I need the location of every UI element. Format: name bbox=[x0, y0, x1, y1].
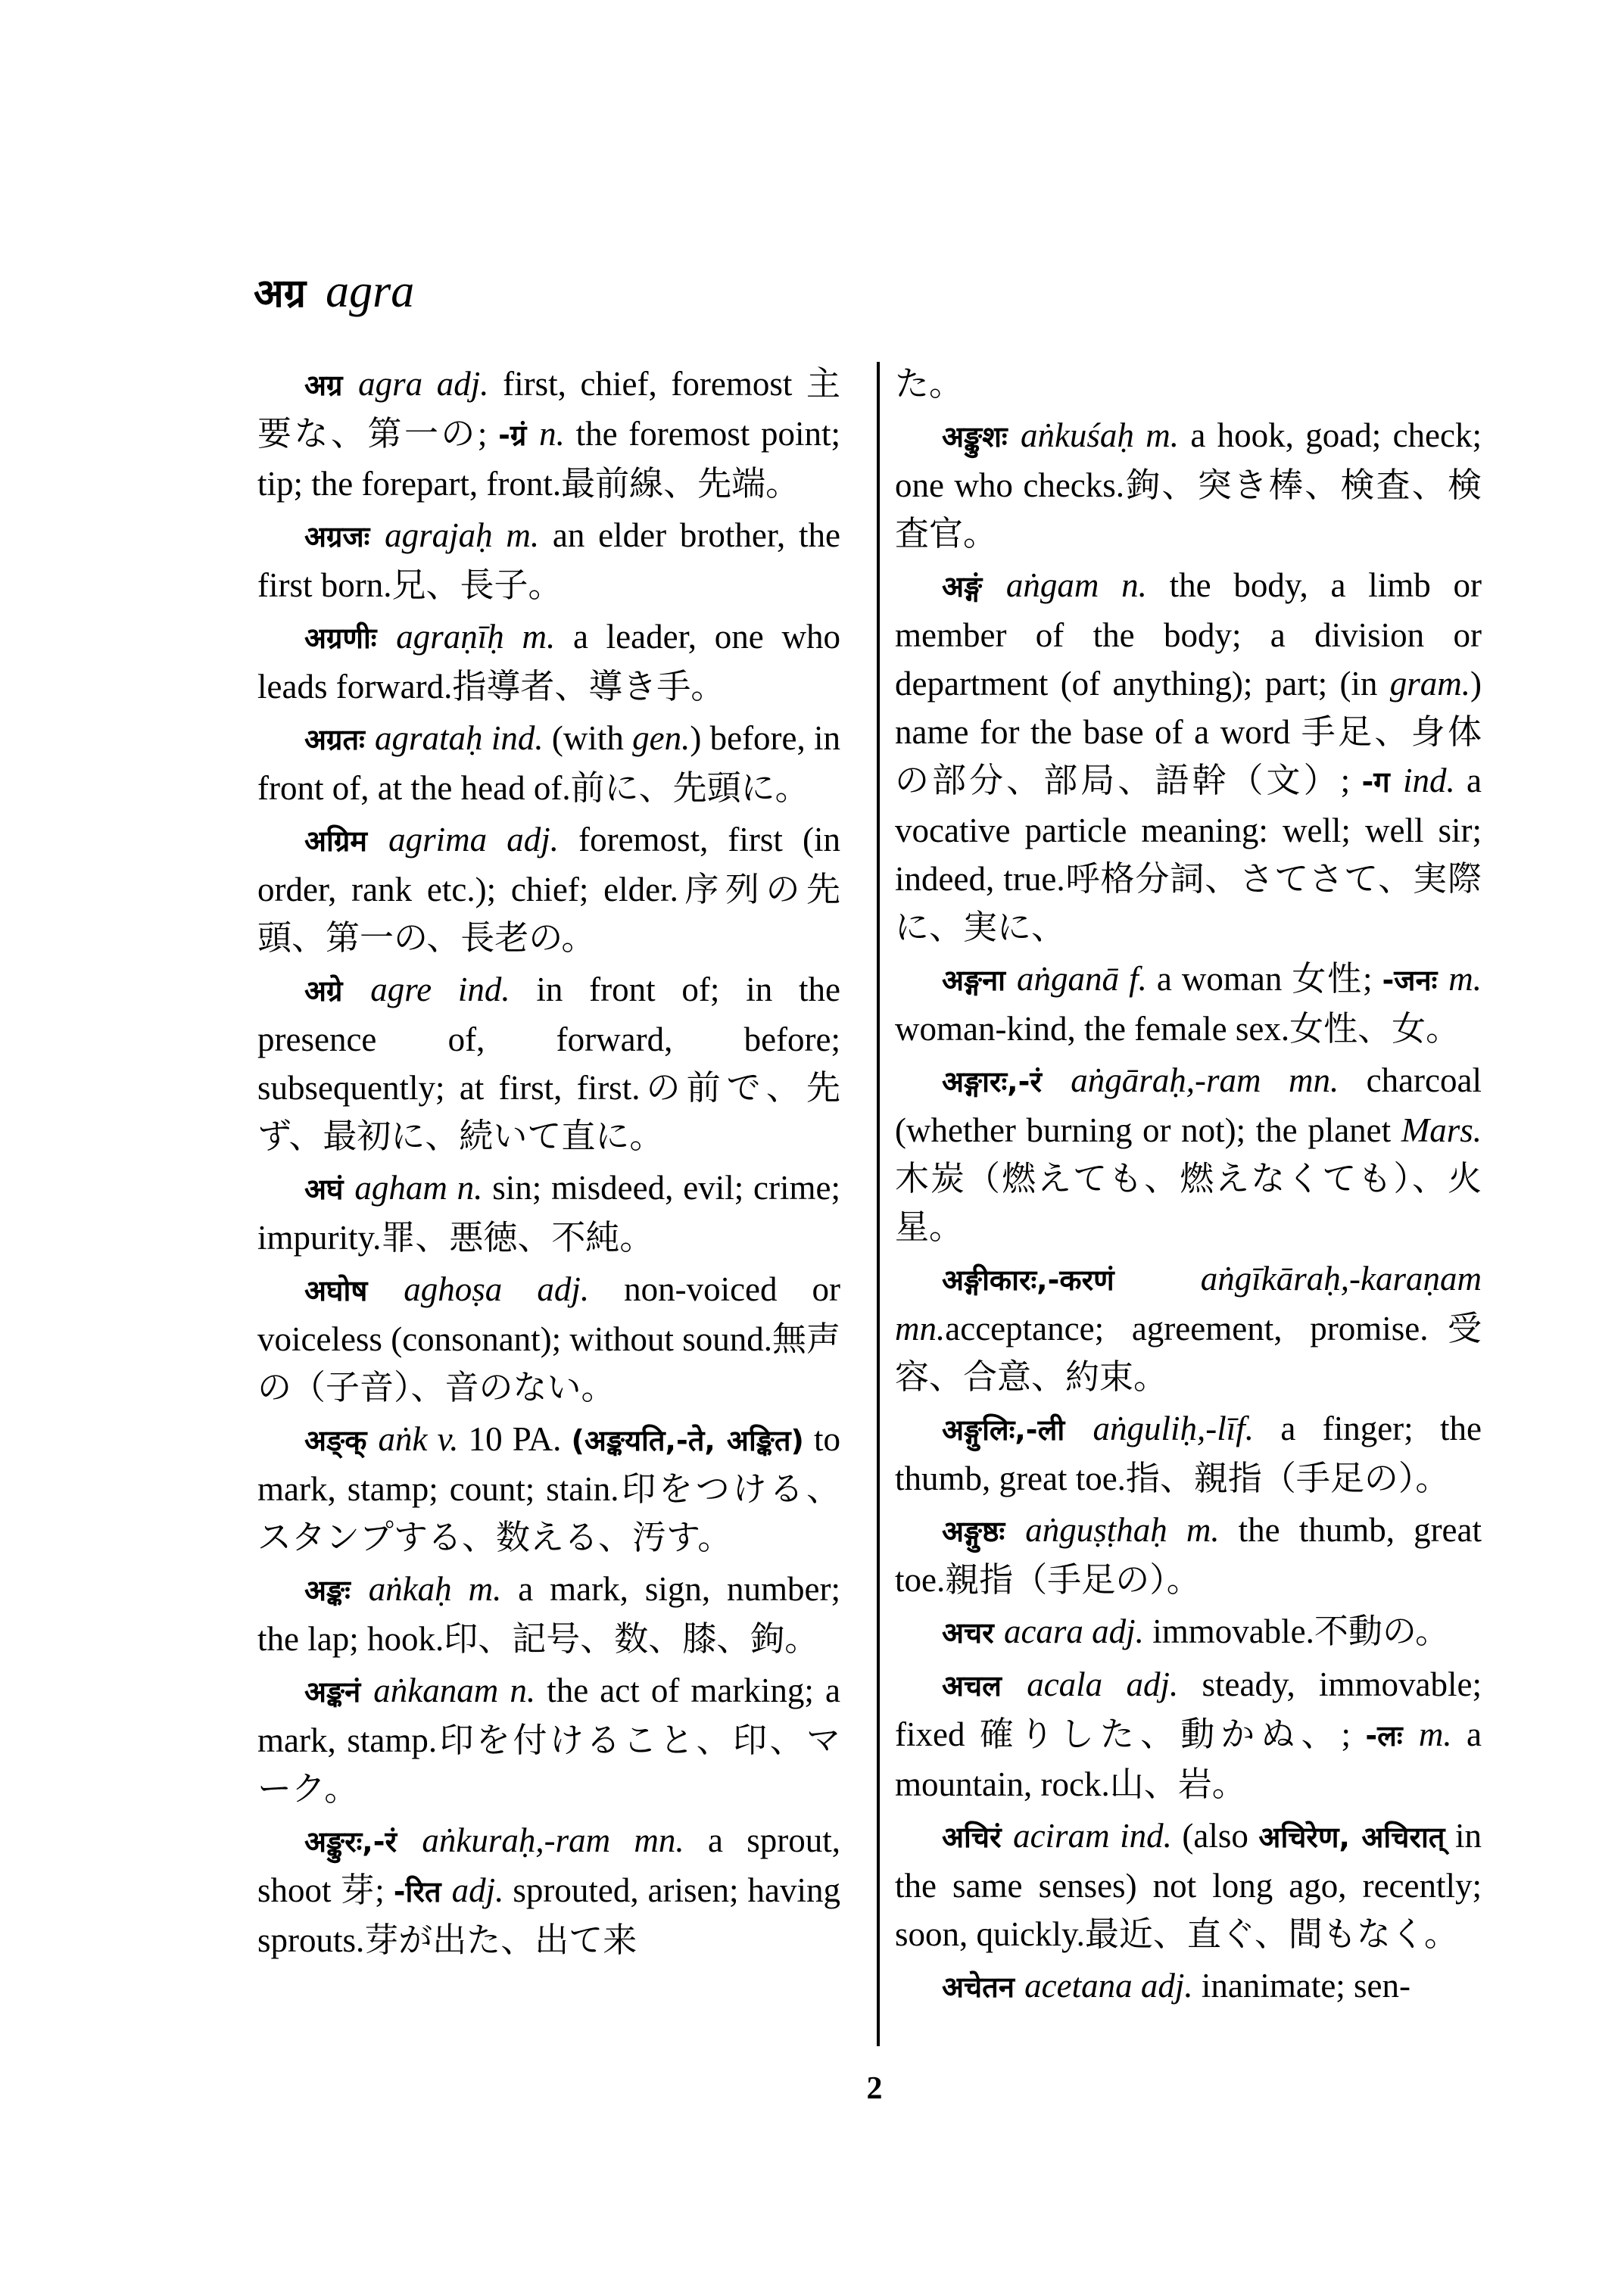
definition-text: a woman 女性; bbox=[1146, 960, 1382, 998]
definition-text: the body, a limb or member of the body; a division or department (of anything); part; (in bbox=[895, 566, 1482, 703]
italic-text: acara adj. bbox=[1003, 1612, 1144, 1650]
dictionary-entry bbox=[257, 1415, 840, 1562]
headword-devanagari: अङ्गीकारः,-करणं bbox=[942, 1263, 1201, 1297]
definition-text: immovable.不動の。 bbox=[1143, 1612, 1450, 1650]
definition-text: an elder brother, the first born.兄、長子。 bbox=[257, 516, 841, 604]
column-divider bbox=[877, 362, 880, 2046]
definition-text: woman-kind, the female sex.女性、女。 bbox=[895, 1010, 1460, 1048]
dictionary-entry bbox=[895, 1607, 1482, 1657]
dictionary-entry bbox=[895, 1404, 1482, 1503]
italic-text: aciram ind. bbox=[1013, 1817, 1172, 1855]
headword-devanagari: अङ्कनं bbox=[304, 1675, 374, 1709]
italic-text: agham n. bbox=[354, 1169, 483, 1207]
italic-text: aṅgam n. bbox=[1005, 566, 1147, 604]
dictionary-entry bbox=[257, 1666, 840, 1813]
heading-translit: agra bbox=[326, 266, 415, 317]
definition-text: in front of; in the presence of, forward, before; subsequently; at first, first.の前で、先ず、最初に、続いて直に。 bbox=[257, 970, 840, 1155]
definition-text: the foremost point; tip; the forepart, front.最前線、先端。 bbox=[257, 415, 840, 503]
dictionary-entry bbox=[257, 1265, 840, 1412]
dictionary-entry bbox=[895, 1961, 1482, 2011]
italic-text: ind. bbox=[1402, 762, 1455, 799]
headword-devanagari: अचल bbox=[942, 1669, 1027, 1703]
definition-text: ) name for the base of a word 手足、身体の部分、部局、語幹（文）; bbox=[895, 665, 1482, 799]
headword-devanagari: (अङ्कयति,-ते, अङ्कित) bbox=[571, 1424, 804, 1457]
italic-text: aghoṣa adj. bbox=[404, 1270, 590, 1308]
headword-devanagari: -जनः bbox=[1382, 964, 1449, 997]
italic-text: aṅkaḥ m. bbox=[368, 1570, 502, 1608]
headword-devanagari: अचर bbox=[942, 1616, 1004, 1650]
definition-text: a hook, goad; check; one who checks.鉤、突き棒、検査、検査官。 bbox=[895, 416, 1482, 553]
dictionary-entry bbox=[895, 1812, 1482, 1958]
headword-devanagari: अग्रिम bbox=[304, 824, 389, 858]
headword-devanagari: अचिरेण, अचिरात् bbox=[1258, 1821, 1445, 1854]
italic-text: aṅkuśaḥ m. bbox=[1020, 416, 1180, 454]
definition-text: the act of marking; a mark, stamp.印を付けること、印、マーク。 bbox=[257, 1671, 840, 1808]
definition-text: a finger; the thumb, great toe.指、親指（手足の）。 bbox=[895, 1410, 1482, 1497]
headword-devanagari: अघं bbox=[304, 1173, 355, 1206]
headword-devanagari: अङ्गुलिः,-ली bbox=[942, 1413, 1093, 1447]
italic-text: acala adj. bbox=[1027, 1665, 1179, 1703]
definition-text: non-voiced or voiceless (consonant); without sound.無声の（子音）、音のない。 bbox=[257, 1270, 841, 1407]
headword-devanagari: अङ्कुशः bbox=[942, 420, 1021, 453]
headword-devanagari: अघोष bbox=[304, 1274, 404, 1307]
italic-text: n. bbox=[539, 415, 565, 453]
definition-text: a leader, one who leads forward.指導者、導き手。 bbox=[257, 618, 840, 706]
definition-text: a vocative particle meaning: well; well sir; indeed, true.呼格分詞、さてさて、実際に、実に、 bbox=[895, 762, 1482, 946]
italic-text: m. bbox=[1448, 960, 1482, 998]
italic-text: aṅkanam n. bbox=[373, 1671, 536, 1709]
italic-text: agrajaḥ m. bbox=[385, 516, 540, 554]
dictionary-entry bbox=[257, 1565, 840, 1663]
definition-text: a mark, sign, number; the lap; hook.印、記号、数、膝、鉤。 bbox=[257, 1570, 840, 1658]
definition-text: (also bbox=[1171, 1817, 1259, 1855]
definition-text: sin; misdeed, evil; crime; impurity.罪、悪徳、不純。 bbox=[257, 1169, 840, 1257]
dictionary-entry bbox=[895, 1254, 1482, 1401]
italic-text: acetana adj. bbox=[1024, 1967, 1193, 2005]
dictionary-entry bbox=[257, 360, 840, 508]
definition-text: the thumb, great toe.親指（手足の）。 bbox=[895, 1511, 1482, 1599]
headword-devanagari: अङ्गारः,-रं bbox=[942, 1065, 1071, 1098]
dictionary-entry bbox=[895, 561, 1482, 952]
headword-devanagari: अङ्कः bbox=[304, 1574, 369, 1607]
dictionary-entry bbox=[895, 1506, 1482, 1604]
page-number: 2 bbox=[866, 2071, 883, 2106]
definition-text: inanimate; sen- bbox=[1192, 1967, 1411, 2005]
italic-text: Mars. bbox=[1401, 1111, 1482, 1149]
dictionary-entry bbox=[257, 612, 840, 711]
page-heading bbox=[254, 261, 414, 324]
dictionary-entry bbox=[895, 955, 1482, 1053]
italic-text: adj. bbox=[451, 1871, 504, 1909]
italic-text: agraṇīḥ m. bbox=[396, 618, 556, 656]
italic-text: aṅkuraḥ,-ram mn. bbox=[422, 1821, 684, 1859]
italic-text: agrataḥ ind. bbox=[375, 719, 544, 757]
heading-devanagari: अग्र bbox=[254, 271, 307, 316]
headword-devanagari: अग्र bbox=[304, 369, 359, 402]
headword-devanagari: अङ्कुरः,-रं bbox=[304, 1825, 422, 1858]
headword-devanagari: अचिरं bbox=[942, 1821, 1014, 1854]
headword-devanagari: अग्रतः bbox=[304, 723, 376, 756]
definition-text: first, chief, foremost 主要な、第一の; bbox=[257, 365, 840, 453]
definition-text: to mark, stamp; count; stain.印をつける、スタンプする、数える、汚す。 bbox=[257, 1420, 840, 1556]
definition-text: ) before, in front of, at the head of.前に、先頭に。 bbox=[257, 719, 840, 807]
dictionary-entry bbox=[257, 1816, 840, 1964]
italic-text: agre ind. bbox=[370, 970, 510, 1008]
italic-text: m. bbox=[1418, 1715, 1452, 1753]
italic-text: aṅk v. bbox=[378, 1420, 459, 1458]
left-column bbox=[257, 360, 840, 1967]
definition-text: (with bbox=[543, 719, 633, 757]
definition-text: in the same senses) not long ago, recently; soon, quickly.最近、直ぐ、間もなく。 bbox=[895, 1817, 1482, 1953]
definition-text: 木炭（燃えても、燃えなくても）、火星。 bbox=[895, 1160, 1482, 1246]
definition-text: 10 PA. bbox=[458, 1420, 572, 1458]
dictionary-entry bbox=[257, 965, 840, 1161]
italic-text: agrima adj. bbox=[388, 821, 559, 858]
headword-devanagari: अचेतन bbox=[942, 1971, 1025, 2004]
italic-text: gen. bbox=[632, 719, 690, 757]
italic-text: aṅguliḥ,-līf. bbox=[1093, 1410, 1255, 1447]
entry-continuation: た。 bbox=[895, 365, 964, 403]
headword-devanagari: अङ्क् bbox=[304, 1424, 379, 1457]
headword-devanagari: अग्रे bbox=[304, 974, 371, 1008]
headword-devanagari: -ग bbox=[1361, 765, 1403, 799]
definition-text: charcoal (whether burning or not); the planet bbox=[895, 1061, 1482, 1149]
dictionary-entry bbox=[257, 815, 840, 962]
definition-text: a sprout, shoot 芽; bbox=[257, 1821, 840, 1909]
headword-devanagari: अग्रणीः bbox=[304, 622, 397, 655]
headword-devanagari: अङ्गना bbox=[942, 964, 1018, 997]
dictionary-entry bbox=[257, 1164, 840, 1262]
italic-text: agra adj. bbox=[358, 365, 489, 403]
italic-text: aṅguṣṭhaḥ m. bbox=[1025, 1511, 1220, 1549]
italic-text: aṅgāraḥ,-ram mn. bbox=[1071, 1061, 1339, 1099]
headword-devanagari: -लः bbox=[1365, 1719, 1419, 1752]
headword-devanagari: अग्रजः bbox=[304, 520, 385, 553]
right-column bbox=[895, 360, 1482, 2014]
definition-text: steady, immovable; fixed 確りした、動かぬ、; bbox=[895, 1665, 1482, 1753]
headword-devanagari: अङ्गुष्ठः bbox=[942, 1515, 1026, 1548]
definition-text: sprouted, arisen; having sprouts.芽が出た、出て来 bbox=[257, 1871, 840, 1959]
headword-devanagari: -रित bbox=[393, 1875, 452, 1908]
dictionary-entry bbox=[895, 411, 1482, 558]
italic-text: gram. bbox=[1389, 665, 1470, 703]
headword-devanagari: अङ्गं bbox=[942, 570, 1006, 603]
definition-text: acceptance; agreement, promise.受容、合意、約束。 bbox=[895, 1310, 1482, 1396]
dictionary-entry bbox=[257, 511, 840, 609]
headword-devanagari: -ग्रं bbox=[498, 419, 540, 452]
definition-text: foremost, first (in order, rank etc.); chief; elder.序列の先頭、第一の、長老の。 bbox=[257, 821, 841, 957]
dictionary-entry bbox=[895, 1660, 1482, 1809]
italic-text: aṅgīkāraḥ,-karaṇam mn. bbox=[895, 1260, 1482, 1347]
definition-text: a mountain, rock.山、岩。 bbox=[895, 1715, 1482, 1803]
dictionary-entry bbox=[895, 1056, 1482, 1251]
italic-text: aṅganā f. bbox=[1017, 960, 1147, 998]
dictionary-entry bbox=[257, 714, 840, 812]
